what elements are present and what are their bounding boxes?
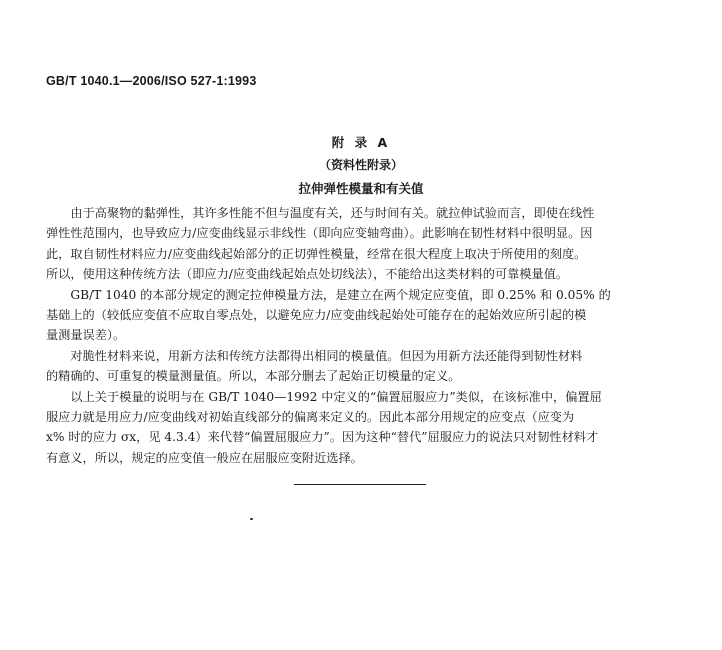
text-line: 有意义，所以，规定的应变值一般应在屈服应变附近选择。: [46, 450, 363, 465]
paragraph: [46, 387, 678, 469]
paragraph: [46, 346, 678, 387]
text-line: 所以，使用这种传统方法（即应力/应变曲线起始点处切线法），不能给出这类材料的可靠模量值。: [46, 267, 569, 282]
text-line: 对脆性材料来说，用新方法和传统方法都得出相同的模量值。但因为用新方法还能得到韧性材料: [70, 348, 583, 363]
text-line: GB/T 1040 的本部分规定的测定拉伸模量方法，是建立在两个规定应变值，即 0.25% 和 0.05% 的: [70, 287, 611, 302]
text-line: 弹性性范围内，也导致应力/应变曲线显示非线性（即向应变轴弯曲）。此影响在韧性材料中很明显。因: [46, 226, 593, 241]
annex-heading: 拉伸弹性模量和有关值: [298, 181, 424, 196]
annex-title: 附 录 A: [331, 135, 391, 150]
scan-speck: [250, 518, 253, 520]
text-line: 量测量误差）。: [46, 328, 126, 343]
paragraph: [46, 285, 678, 346]
text-line: x% 时的应力 σx，见 4.3.4）来代替“偏置屈服应力”。因为这种“替代”屈服应力的说法只对韧性材料才: [46, 430, 599, 445]
text-line: 的精确的、可重复的模量测量值。所以，本部分删去了起始正切模量的定义。: [46, 369, 461, 384]
paragraph: [46, 203, 678, 285]
text-line: 基础上的（较低应变值不应取自零点处，以避免应力/应变曲线起始处可能存在的起始效应所引起的模: [46, 308, 587, 323]
annex-body: [46, 203, 678, 468]
text-line: 此，取自韧性材料应力/应变曲线起始部分的正切弹性模量，经常在很大程度上取决于所使用的刻度。: [46, 246, 587, 261]
text-line: 由于高聚物的黏弹性，其许多性能不但与温度有关，还与时间有关。就拉伸试验而言，即使在线性: [70, 206, 595, 220]
end-rule: [294, 484, 426, 485]
text-line: 以上关于模量的说明与在 GB/T 1040—1992 中定义的“偏置屈服应力”类似，在该标准中，偏置屈: [70, 389, 602, 404]
annex-subtitle: （资料性附录）: [318, 158, 403, 172]
text-line: 服应力就是用应力/应变曲线对初始直线部分的偏离来定义的。因此本部分用规定的应变点（应变为: [46, 410, 575, 425]
standard-reference-header: GB/T 1040.1—2006/ISO 527-1:1993: [46, 74, 257, 88]
